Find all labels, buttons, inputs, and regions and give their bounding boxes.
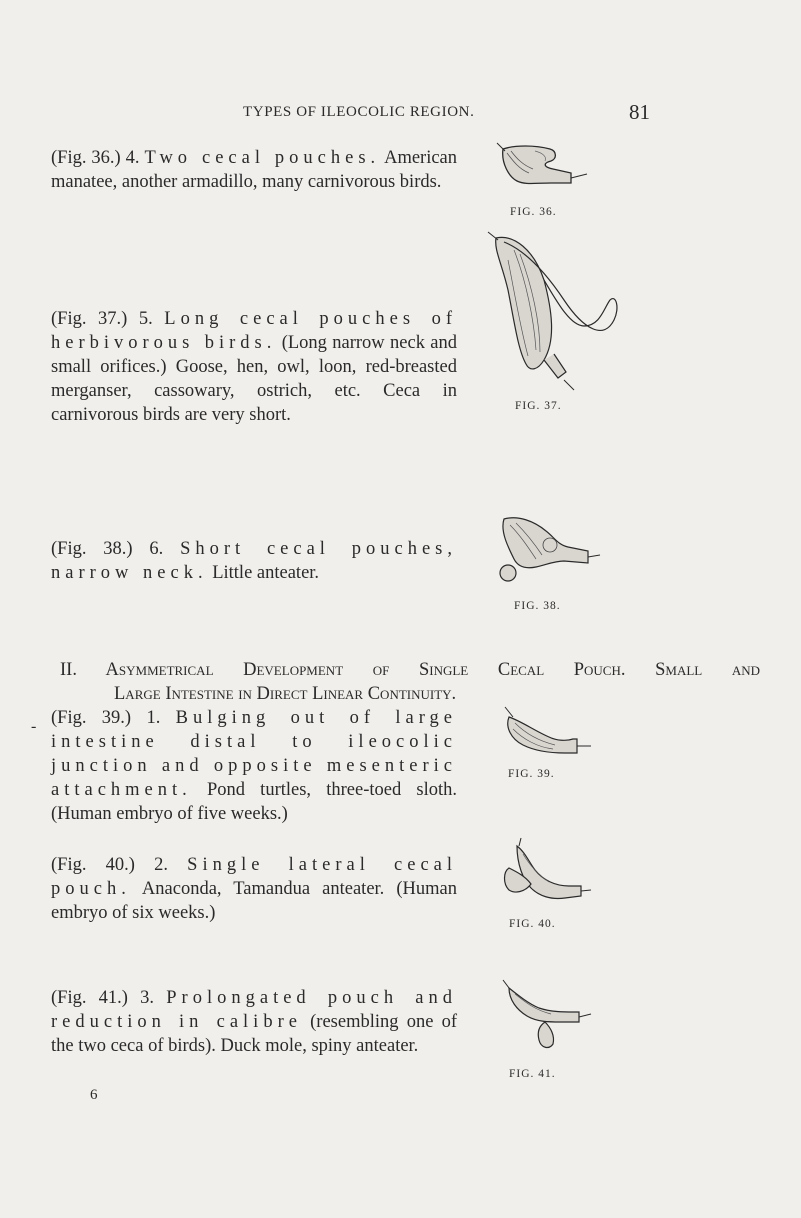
figure-37-illustration bbox=[474, 230, 624, 390]
figure-41-illustration bbox=[495, 982, 585, 1052]
section-heading-line-2: Large Intestine in Direct Linear Continuity. bbox=[114, 684, 457, 704]
figure-36-illustration bbox=[495, 143, 585, 193]
entry-label: (Fig. 37.) 5. bbox=[51, 309, 153, 329]
page-header bbox=[0, 100, 801, 128]
entry-heading: Two cecal pouches. bbox=[144, 148, 381, 168]
entry-text: Pond turtles, three-toed sloth. (Human embryo of five weeks.) bbox=[51, 780, 458, 824]
entry-label: (Fig. 36.) 4. bbox=[51, 148, 140, 168]
entry-fig-39 bbox=[51, 706, 457, 826]
entry-heading: Prolongated pouch and reduction in calibre bbox=[51, 988, 458, 1032]
entry-fig-38 bbox=[51, 537, 457, 585]
footer-number: 6 bbox=[90, 1087, 98, 1103]
entry-text: Anaconda, Tamandua anteater. (Human embryo of six weeks.) bbox=[51, 879, 458, 923]
figure-37-caption: FIG. 37. bbox=[515, 400, 562, 412]
figure-36-caption: FIG. 36. bbox=[510, 206, 557, 218]
figure-40-illustration bbox=[495, 840, 585, 910]
margin-mark: - bbox=[31, 718, 37, 735]
entry-label: (Fig. 40.) 2. bbox=[51, 855, 168, 875]
figure-41-caption: FIG. 41. bbox=[509, 1068, 556, 1080]
entry-text: Little anteater. bbox=[212, 563, 320, 583]
entry-heading: Bulging out of large intestine distal to ileocolic junction and opposite mesenteric attachment. bbox=[51, 708, 457, 800]
entry-label: (Fig. 38.) 6. bbox=[51, 539, 164, 559]
figure-38-caption: FIG. 38. bbox=[514, 600, 561, 612]
entry-text: (resembling one of the two ceca of birds). Duck mole, spiny anteater. bbox=[51, 1012, 457, 1056]
page-number: 81 bbox=[629, 100, 650, 124]
figure-38-illustration bbox=[484, 513, 594, 583]
running-title: TYPES OF ILEOCOLIC REGION. bbox=[243, 104, 475, 120]
entry-text: (Long narrow neck and small orifices.) Goose, hen, owl, loon, red-breasted merganser, cassowary, ostrich, etc. Ceca in carnivorous birds are very short. bbox=[51, 333, 458, 425]
entry-heading: Short cecal pouches, narrow neck. bbox=[51, 539, 458, 583]
entry-fig-41 bbox=[51, 986, 457, 1058]
entry-text: American manatee, another armadillo, many carnivorous birds. bbox=[51, 148, 458, 192]
entry-fig-40 bbox=[51, 853, 457, 925]
figure-39-illustration bbox=[495, 705, 585, 765]
section-heading-line-1: II. Asymmetrical Development of Single Cecal Pouch. Small and bbox=[60, 660, 760, 680]
entry-label: (Fig. 41.) 3. bbox=[51, 988, 155, 1008]
entry-heading: Long cecal pouches of herbivorous birds. bbox=[51, 309, 458, 353]
figure-40-caption: FIG. 40. bbox=[509, 918, 556, 930]
entry-heading: Single lateral cecal pouch. bbox=[51, 855, 458, 899]
entry-fig-36 bbox=[51, 146, 457, 194]
entry-label: (Fig. 39.) 1. bbox=[51, 708, 161, 728]
section-heading bbox=[60, 658, 760, 706]
entry-fig-37 bbox=[51, 307, 457, 427]
figure-39-caption: FIG. 39. bbox=[508, 768, 555, 780]
